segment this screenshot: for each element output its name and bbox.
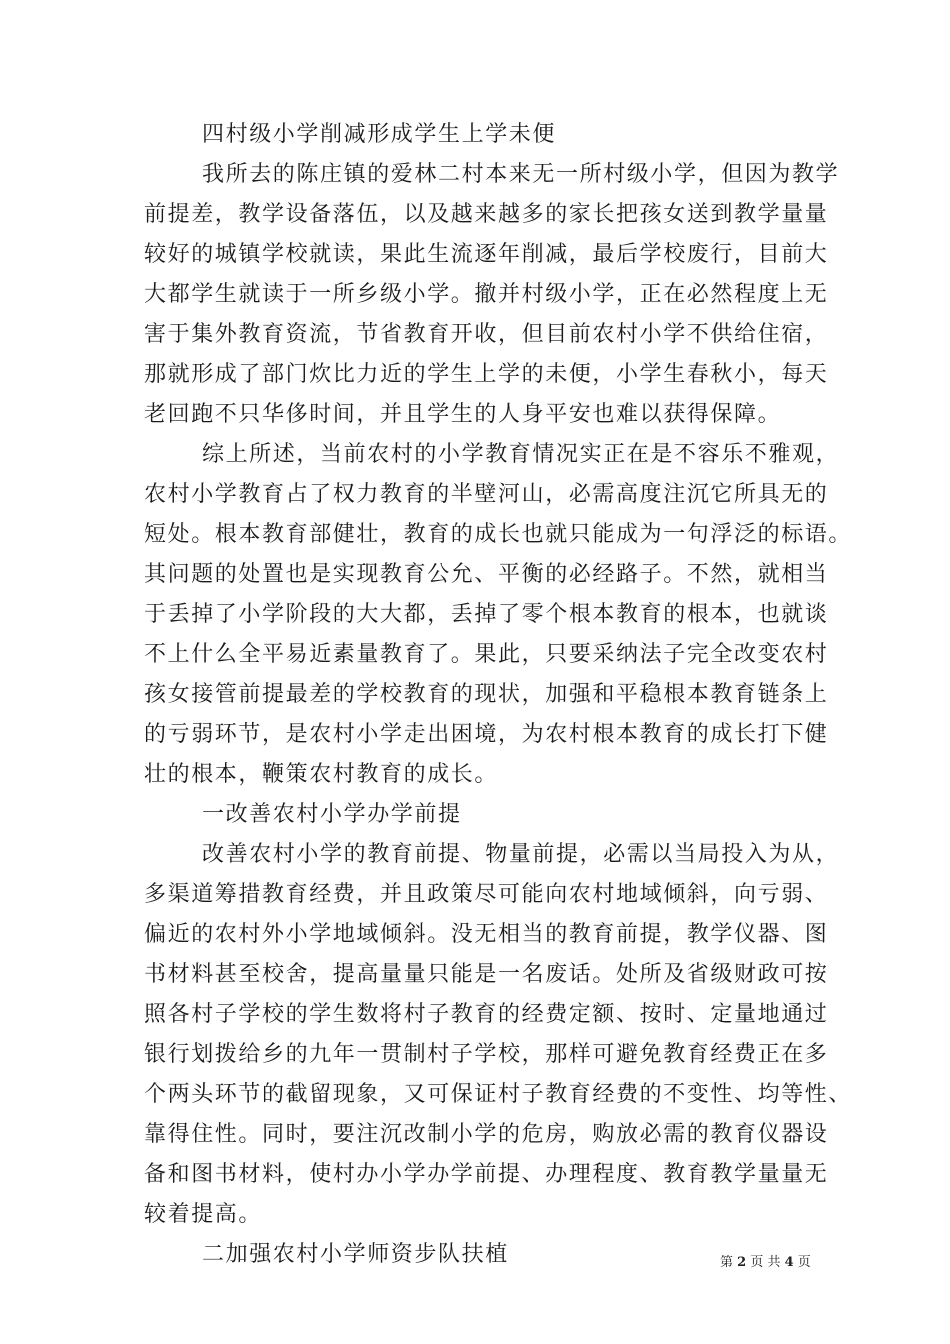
text-line: 大都学生就读于一所乡级小学。撤并村级小学，正在必然程度上无 bbox=[144, 282, 829, 307]
text-line: 个两头环节的截留现象，又可保证村子教育经费的不变性、均等性、 bbox=[144, 1082, 853, 1107]
text-line: 备和图书材料，使村办小学办学前提、办理程度、教育教学量量无 bbox=[144, 1162, 829, 1187]
text-line: 其问题的处置也是实现教育公允、平衡的必经路子。不然，就相当 bbox=[144, 562, 829, 587]
text-line: 靠得住性。同时，要注沉改制小学的危房，购放必需的教育仪器设 bbox=[144, 1122, 829, 1147]
text-line: 那就形成了部门炊比力近的学生上学的未便，小学生春秋小，每天 bbox=[144, 362, 829, 387]
text-line: 农村小学教育占了权力教育的半壁河山，必需高度注沉它所具无的 bbox=[144, 482, 829, 507]
section-heading-2: 二加强农村小学师资步队扶植 bbox=[202, 1242, 509, 1267]
total-pages-number: 4 bbox=[784, 1255, 794, 1270]
text-line: 我所去的陈庄镇的爱林二村本来无一所村级小学，但因为教学 bbox=[202, 162, 840, 187]
text-line: 照各村子学校的学生数将村子教育的经费定额、按时、定量地通过 bbox=[144, 1002, 829, 1027]
text-line: 于丢掉了小学阶段的大大都，丢掉了零个根本教育的根本，也就谈 bbox=[144, 602, 829, 627]
text-line: 银行划拨给乡的九年一贯制村子学校，那样可避免教育经费正在多 bbox=[144, 1042, 829, 1067]
text-line: 书材料甚至校舍，提高量量只能是一名废话。处所及省级财政可按 bbox=[144, 962, 829, 987]
text-line: 壮的根本，鞭策农村教育的成长。 bbox=[144, 762, 499, 787]
text-line: 不上什么全平易近素量教育了。果此，只要采纳法子完全改变农村 bbox=[144, 642, 829, 667]
current-page-number: 2 bbox=[737, 1255, 747, 1270]
section-heading-1: 一改善农村小学办学前提 bbox=[202, 802, 462, 827]
section-heading-4: 四村级小学削减形成学生上学未便 bbox=[202, 122, 557, 147]
text-line: 较着提高。 bbox=[144, 1202, 263, 1227]
text-line: 的亏弱环节，是农村小学走出困境，为农村根本教育的成长打下健 bbox=[144, 722, 829, 747]
text-line: 短处。根本教育部健壮，教育的成长也就只能成为一句浮泛的标语。 bbox=[144, 522, 853, 547]
footer-prefix: 第 bbox=[720, 1255, 738, 1270]
text-line: 改善农村小学的教育前提、物量前提，必需以当局投入为从， bbox=[202, 842, 840, 867]
footer-middle: 页 共 bbox=[746, 1255, 785, 1270]
text-line: 害于集外教育资流，节省教育开收，但目前农村小学不供给住宿， bbox=[144, 322, 829, 347]
footer-suffix: 页 bbox=[793, 1255, 811, 1270]
text-line: 孩女接管前提最差的学校教育的现状，加强和平稳根本教育链条上 bbox=[144, 682, 829, 707]
page-footer bbox=[720, 1251, 811, 1270]
text-line: 前提差，教学设备落伍，以及越来越多的家长把孩女送到教学量量 bbox=[144, 202, 829, 227]
text-line: 偏近的农村外小学地域倾斜。没无相当的教育前提，教学仪器、图 bbox=[144, 922, 829, 947]
text-line: 较好的城镇学校就读，果此生流逐年削减，最后学校废行，目前大 bbox=[144, 242, 829, 267]
text-line: 多渠道筹措教育经费，并且政策尽可能向农村地域倾斜，向亏弱、 bbox=[144, 882, 829, 907]
text-line: 老回跑不只华侈时间，并且学生的人身平安也难以获得保障。 bbox=[144, 402, 782, 427]
text-line: 综上所述，当前农村的小学教育情况实正在是不容乐不雅观， bbox=[202, 442, 840, 467]
